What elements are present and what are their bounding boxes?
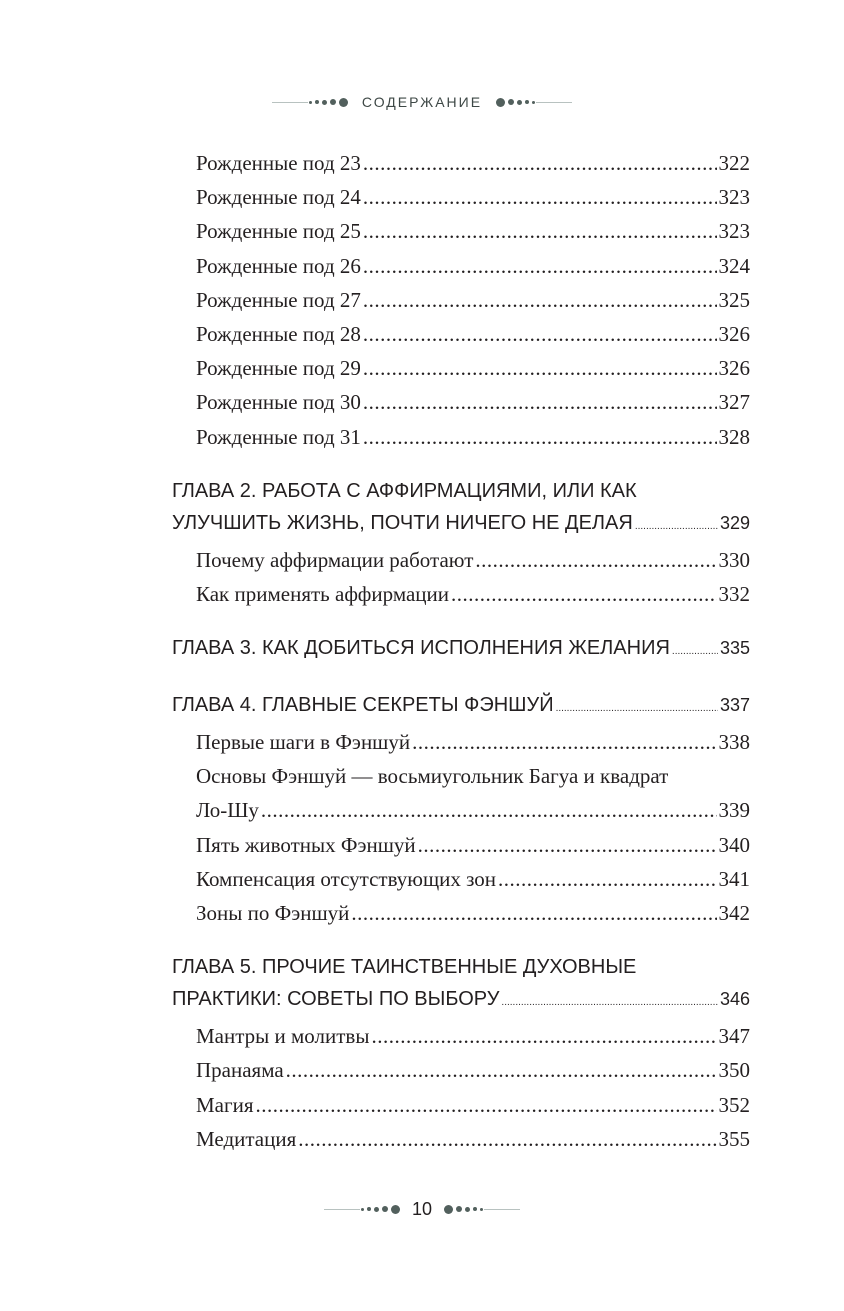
section-gap (172, 454, 750, 475)
toc-entry-page: 352 (718, 1092, 750, 1117)
leader-dots (363, 249, 717, 283)
ornament-dot (330, 99, 336, 105)
leader-dots (286, 1053, 717, 1087)
toc-entry[interactable] (172, 1053, 750, 1087)
leader-dots (672, 636, 718, 668)
toc-entry-page: 342 (718, 901, 750, 925)
ornament-line (536, 102, 572, 103)
ornament-dot (517, 100, 522, 105)
toc-entry-page: 338 (718, 730, 750, 755)
ornament-right (442, 1205, 520, 1214)
chapter-page: 335 (719, 638, 750, 659)
toc-entry-page: 323 (718, 185, 750, 210)
leader-dots (363, 420, 717, 454)
header-title: СОДЕРЖАНИЕ (361, 94, 483, 110)
toc-entry[interactable] (172, 317, 750, 351)
leader-dots (498, 862, 716, 896)
toc-entry-page: 339 (718, 798, 750, 823)
leader-dots (501, 987, 718, 1019)
ornament-left (272, 98, 350, 107)
toc-entry-page: 340 (718, 832, 750, 857)
page-number: 10 (411, 1198, 433, 1219)
chapter-page: 337 (719, 695, 750, 716)
leader-dots (418, 828, 717, 862)
toc-entry[interactable] (172, 351, 750, 385)
ornament-dot (473, 1207, 477, 1211)
chapter-entry[interactable] (172, 632, 750, 668)
toc-entry-page: 347 (718, 1024, 750, 1049)
section-gap (172, 668, 750, 689)
toc-entry-title: Рожденные под 25 (196, 219, 361, 244)
toc-entry-page: 330 (718, 547, 750, 572)
toc-entry[interactable] (172, 896, 750, 930)
table-of-contents (172, 146, 750, 1156)
toc-entry-title: Рожденные под 29 (196, 356, 361, 381)
toc-entry[interactable] (172, 725, 750, 759)
leader-dots (556, 693, 718, 725)
toc-entry-title: Рожденные под 28 (196, 321, 361, 346)
ornament-dot (339, 98, 348, 107)
ornament-dot (532, 101, 535, 104)
leader-dots (363, 351, 717, 385)
toc-entry-title: Магия (196, 1092, 254, 1117)
toc-entry-title: Рожденные под 26 (196, 253, 361, 278)
toc-entry-title: Мантры и молитвы (196, 1024, 370, 1049)
toc-entry-title: Пять животных Фэншуй (196, 832, 416, 857)
toc-entry-page: 322 (718, 151, 750, 175)
leader-dots (363, 214, 717, 248)
toc-entry-page: 355 (718, 1126, 750, 1151)
ornament-dot (382, 1206, 388, 1212)
toc-entry-title: Рожденные под 31 (196, 424, 361, 449)
toc-entry[interactable] (172, 1019, 750, 1053)
toc-entry-title: Почему аффирмации работают (196, 547, 474, 572)
leader-dots (451, 577, 716, 611)
leader-dots (363, 180, 717, 214)
toc-entry-page: 326 (718, 356, 750, 381)
ornament-dot (391, 1205, 400, 1214)
ornament-line (272, 102, 308, 103)
toc-entry[interactable] (172, 385, 750, 419)
chapter-title: ГЛАВА 3. КАК ДОБИТЬСЯ ИСПОЛНЕНИЯ ЖЕЛАНИЯ (172, 637, 670, 660)
toc-entry-page: 324 (718, 253, 750, 278)
toc-entry[interactable] (172, 180, 750, 214)
ornament-dot (480, 1208, 483, 1211)
ornament-line (484, 1209, 520, 1210)
chapter-page: 346 (719, 989, 750, 1010)
toc-entry-title: Рожденные под 23 (196, 151, 361, 175)
ornament-dot (367, 1207, 371, 1211)
ornament-dot (456, 1206, 462, 1212)
toc-entry-page: 328 (718, 424, 750, 449)
ornament-line (324, 1209, 360, 1210)
section-gap (172, 611, 750, 632)
ornament-right (494, 98, 572, 107)
ornament-dot (508, 99, 514, 105)
toc-entry-page: 327 (718, 390, 750, 415)
ornament-dot (322, 100, 327, 105)
section-gap (172, 930, 750, 951)
toc-entry[interactable] (172, 146, 750, 180)
leader-dots (298, 1122, 716, 1156)
toc-entry[interactable] (172, 577, 750, 611)
ornament-dot (374, 1207, 379, 1212)
leader-dots (363, 146, 717, 180)
leader-dots (371, 1019, 716, 1053)
toc-entry[interactable] (172, 543, 750, 577)
chapter-entry[interactable] (172, 507, 750, 543)
leader-dots (261, 793, 717, 827)
leader-dots (363, 317, 717, 351)
chapter-heading-line[interactable]: ГЛАВА 5. ПРОЧИЕ ТАИНСТВЕННЫЕ ДУХОВНЫЕ (172, 956, 637, 979)
toc-entry[interactable] (172, 828, 750, 862)
chapter-heading-line[interactable]: ГЛАВА 2. РАБОТА С АФФИРМАЦИЯМИ, ИЛИ КАК (172, 479, 637, 502)
ornament-dot (525, 100, 529, 104)
toc-entry-page: 350 (718, 1058, 750, 1083)
ornament-left (324, 1205, 402, 1214)
running-header (0, 90, 844, 114)
chapter-page: 329 (719, 512, 750, 533)
toc-entry-title: Как применять аффирмации (196, 581, 450, 606)
leader-dots (475, 543, 716, 577)
toc-entry-page: 325 (718, 287, 750, 312)
toc-entry-title: Ло-Шу (196, 798, 259, 823)
ornament-dot (496, 98, 505, 107)
chapter-title: ПРАКТИКИ: СОВЕТЫ ПО ВЫБОРУ (172, 988, 500, 1011)
chapter-title: ГЛАВА 4. ГЛАВНЫЕ СЕКРЕТЫ ФЭНШУЙ (172, 694, 554, 717)
ornament-dot (465, 1207, 470, 1212)
toc-entry[interactable] (172, 214, 750, 248)
ornament-dot (444, 1205, 453, 1214)
toc-entry[interactable] (172, 793, 750, 827)
toc-entry-title: Первые шаги в Фэншуй (196, 730, 411, 755)
page-footer (0, 1196, 844, 1222)
toc-entry-title: Медитация (196, 1126, 297, 1151)
ornament-dot (309, 101, 312, 104)
toc-entry[interactable] (172, 1088, 750, 1122)
ornament-dot (361, 1208, 364, 1211)
toc-entry[interactable] (172, 283, 750, 317)
leader-dots (256, 1088, 717, 1122)
toc-entry[interactable] (172, 862, 750, 896)
toc-entry-title: Рожденные под 27 (196, 287, 361, 312)
toc-entry-title-line[interactable]: Основы Фэншуй — восьмиугольник Багуа и квадрат (196, 764, 669, 789)
toc-entry-page: 326 (718, 321, 750, 346)
toc-entry-title: Пранаяма (196, 1058, 284, 1083)
leader-dots (363, 283, 717, 317)
leader-dots (412, 725, 716, 759)
leader-dots (635, 511, 718, 543)
chapter-entry[interactable] (172, 689, 750, 725)
toc-entry-page: 323 (718, 219, 750, 244)
toc-entry[interactable] (172, 420, 750, 454)
leader-dots (363, 385, 717, 419)
toc-entry-title: Компенсация отсутствующих зон (196, 866, 497, 891)
toc-entry-page: 332 (718, 581, 750, 606)
toc-entry-title: Рожденные под 24 (196, 185, 361, 210)
toc-entry[interactable] (172, 249, 750, 283)
toc-entry-title: Рожденные под 30 (196, 390, 361, 415)
ornament-dot (315, 100, 319, 104)
toc-entry-page: 341 (718, 866, 750, 891)
toc-entry-title: Зоны по Фэншуй (196, 901, 350, 925)
leader-dots (351, 896, 716, 930)
toc-entry[interactable] (172, 1122, 750, 1156)
chapter-entry[interactable] (172, 983, 750, 1019)
chapter-title: УЛУЧШИТЬ ЖИЗНЬ, ПОЧТИ НИЧЕГО НЕ ДЕЛАЯ (172, 511, 633, 534)
